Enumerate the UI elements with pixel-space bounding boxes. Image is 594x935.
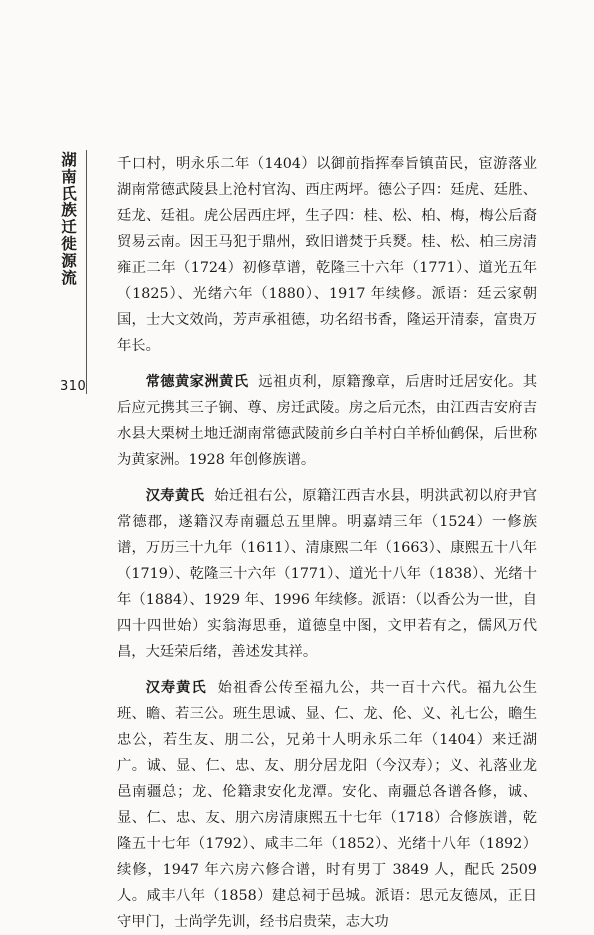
paragraph-text: 远祖贞利，原籍豫章，后唐时迁居安化。其后应元携其三子锎、尊、房迁武陵。房之后元杰，由江西吉安府吉水县大栗树土地迁湖南常德武陵前乡白羊村白羊桥仙鹤保，后世称为黄家洲。1928 年创修族谱。 [117, 374, 537, 468]
running-title: 湖南氏族迁徙源流 [61, 151, 77, 287]
clan-heading: 汉寿黄氏 [145, 680, 207, 696]
paragraph [117, 151, 537, 359]
clan-heading: 常德黄家洲黄氏 [145, 374, 249, 390]
paragraph-text: 千口村，明永乐二年（1404）以御前指挥奉旨镇苗民，宦游落业湖南常德武陵县上沧村官沟、西庄两坪。德公子四：廷虎、廷胜、廷龙、廷祖。虎公居西庄坪，生子四：桂、松、柏、梅，梅公后裔贸易云南。因王马犯于鼎州，致旧谱焚于兵燹。桂、松、柏三房清雍正二年（1724）初修草谱，乾隆三十六年（1771）、道光五年（1825）、光绪六年（1880）、1917 年续修。派语：廷云家朝国，士大文效尚，芳声承祖德，功名绍书香，隆运开清泰，富贵万年长。 [117, 156, 537, 354]
paragraph-text: 始祖香公传至福九公，共一百十六代。福九公生班、瞻、若三公。班生思诚、显、仁、龙、伦、义、礼七公，瞻生忠公，若生友、朋二公，兄弟十人明永乐二年（1404）来迁湖广。诚、显、仁、忠、友、朋分居龙阳（今汉寿）；义、礼落业龙邑南疆总；龙、伦籍隶安化龙潭。安化、南疆总各谱各修，诚、显、仁、忠、友、朋六房清康熙五十七年（1718）合修族谱，乾隆五十七年（1792）、咸丰二年（1852）、光绪十八年（1892）续修，1947 年六房六修合谱，时有男丁 3849 人，配氏 2509 人。咸丰八年（1858）建总祠于邑城。派语：思元友德凤，正日守甲门，士尚学先训，经书启贵荣，志大功 [117, 680, 538, 930]
paragraph-text: 始迁祖右公，原籍江西吉水县，明洪武初以府尹官常德郡，遂籍汉寿南疆总五里牌。明嘉靖三年（1524）一修族谱，万历三十九年（1611）、清康熙二年（1663）、康熙五十八年（1719）、乾隆三十六年（1771）、道光十八年（1838）、光绪十年（1884）、1929 年、1996 年续修。派语：（以香公为一世，自四十四世始）实翁海思垂，道德皇中图，文甲若有之，儒风万代昌，大廷荣后绪，善述发其祥。 [117, 488, 538, 660]
margin-rule [86, 150, 87, 394]
body-text [117, 151, 537, 935]
clan-heading: 汉寿黄氏 [145, 488, 205, 504]
page-number: 310 [60, 379, 87, 394]
paragraph [117, 675, 537, 935]
paragraph [117, 483, 537, 665]
paragraph [117, 369, 537, 473]
